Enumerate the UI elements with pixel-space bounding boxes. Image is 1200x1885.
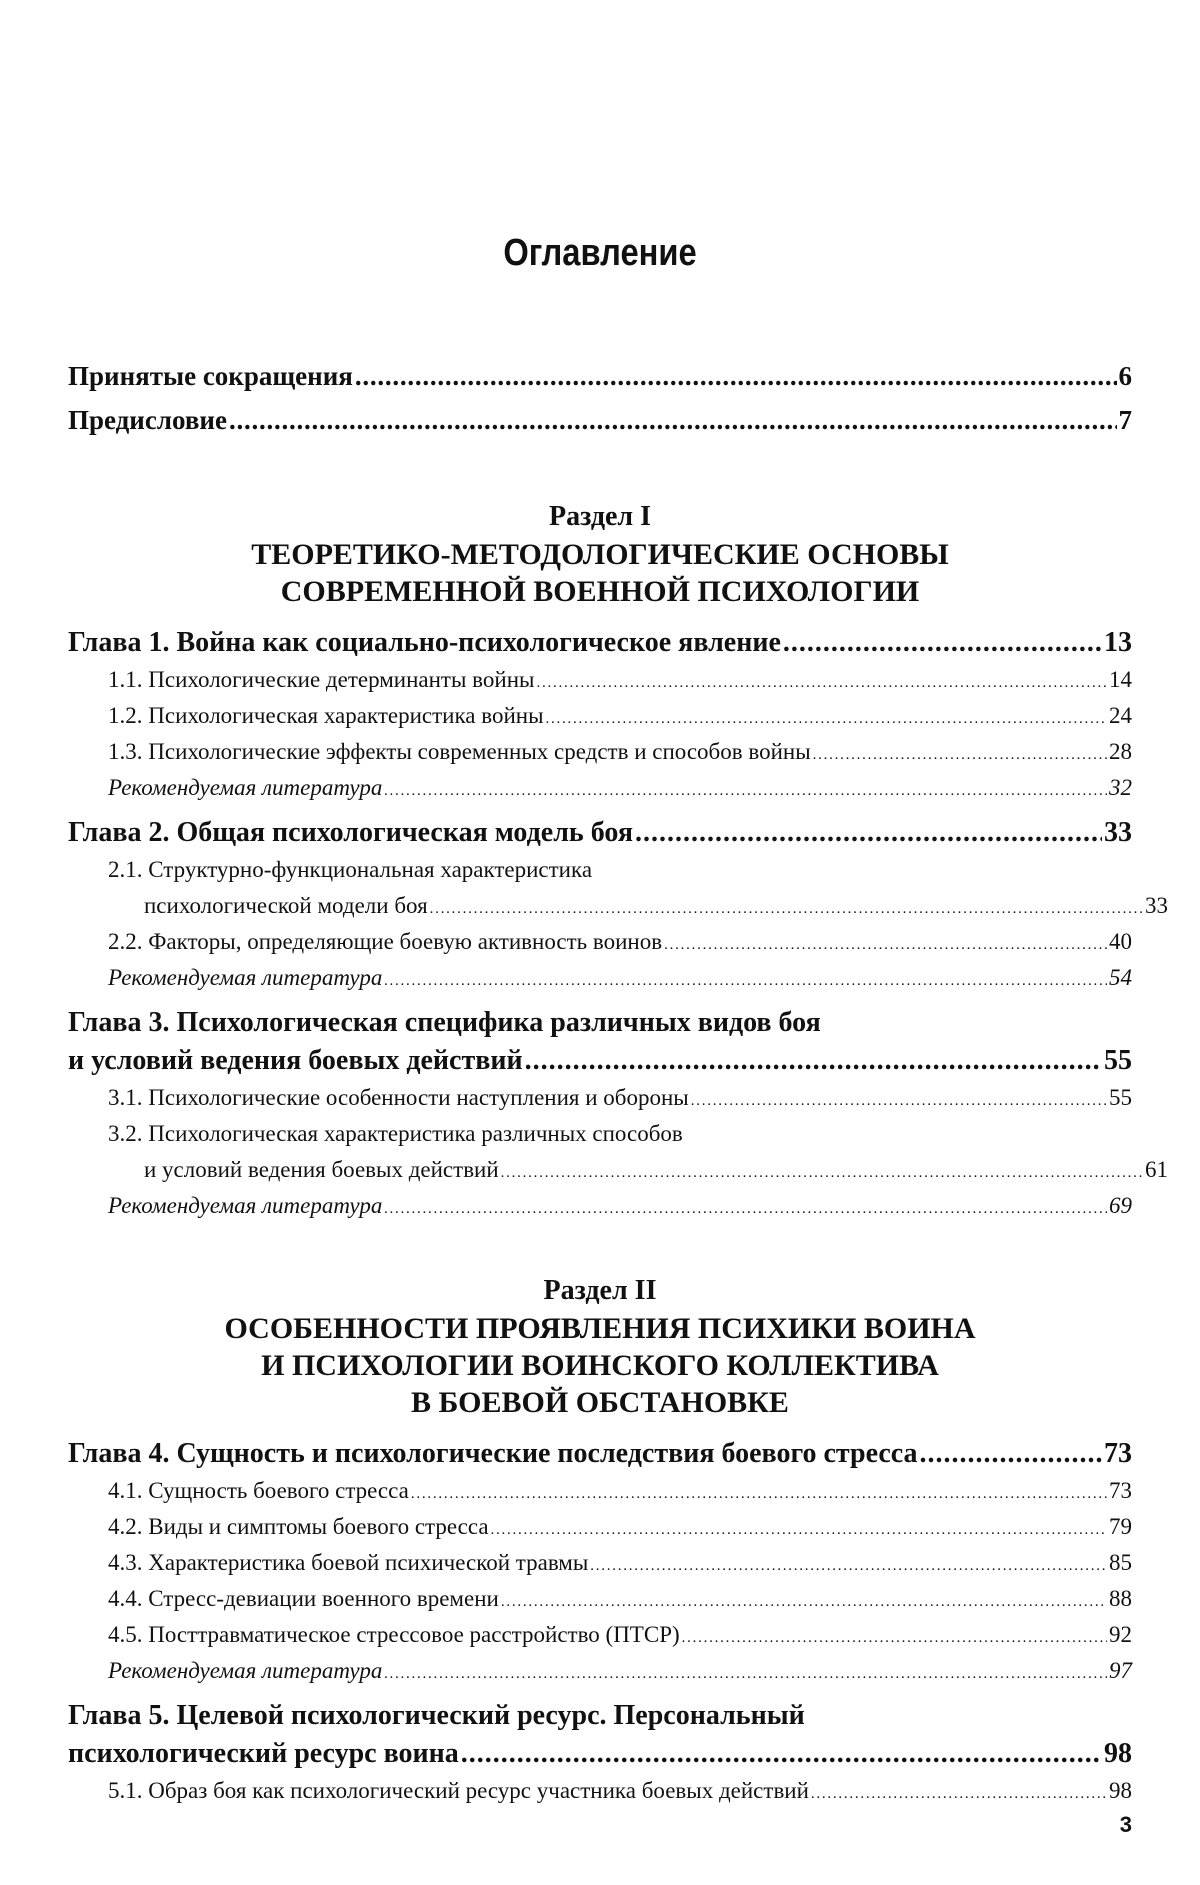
toc-entry-subsection[interactable] <box>108 1773 1132 1809</box>
subsection-list <box>68 852 1168 996</box>
toc-entry-label: Рекомендуемая литература <box>108 965 383 990</box>
toc-entry-page: 61 <box>1145 1157 1168 1182</box>
toc-entry-page: 24 <box>1109 703 1132 728</box>
section-title-line: ОСОБЕННОСТИ ПРОЯВЛЕНИЯ ПСИХИКИ ВОИНА <box>224 1312 976 1345</box>
toc-entry-label: и условий ведения боевых действий <box>68 1045 523 1076</box>
toc-entry-subsection[interactable] <box>108 662 1132 698</box>
toc-entry-page: 79 <box>1109 1514 1132 1539</box>
toc-entry-page: 40 <box>1109 929 1132 954</box>
toc-entry-abbreviations[interactable] <box>68 354 1132 398</box>
toc-entry-label: психологической модели боя <box>144 893 428 918</box>
toc-entry-label: Глава 1. Война как социально-психологическое явление <box>68 627 781 658</box>
toc-entry-page: 6 <box>1118 361 1132 391</box>
toc-entry-label: 4.5. Посттравматическое стрессовое расстройство (ПТСР) <box>108 1622 680 1647</box>
section-heading <box>68 1272 1132 1421</box>
toc-entry-subsection[interactable] <box>108 1473 1132 1509</box>
leader-dots <box>501 1152 1143 1191</box>
leader-dots <box>920 1435 1102 1473</box>
toc-entry-label: 2.2. Факторы, определяющие боевую активность воинов <box>108 929 663 954</box>
toc-entry-page: 92 <box>1109 1622 1132 1647</box>
toc-entry-subsection[interactable] <box>108 1617 1132 1653</box>
toc-entry-subsection[interactable] <box>108 1509 1132 1545</box>
toc-entry-label: Предисловие <box>68 405 227 435</box>
toc-entry-chapter[interactable] <box>68 814 1132 852</box>
toc-entry-chapter[interactable] <box>68 1042 1132 1080</box>
toc-entry-subsection[interactable] <box>108 734 1132 770</box>
toc-entry-page: 55 <box>1104 1045 1132 1076</box>
page-title: Оглавление <box>503 232 697 274</box>
leader-dots <box>501 1581 1107 1620</box>
toc-entry-page: 32 <box>1109 775 1132 800</box>
page-number: 3 <box>1119 1812 1132 1837</box>
toc-entry-page: 73 <box>1109 1478 1132 1503</box>
toc-entry-page: 88 <box>1109 1586 1132 1611</box>
leader-dots <box>536 662 1107 701</box>
toc-entry-label: 5.1. Образ боя как психологический ресурс участника боевых действий <box>108 1778 809 1803</box>
toc-entry-label: 3.1. Психологические особенности наступления и обороны <box>108 1085 689 1110</box>
toc-entry-subsection[interactable] <box>108 1545 1132 1581</box>
leader-dots <box>384 960 1107 999</box>
toc-entry-label: 1.2. Психологическая характеристика войны <box>108 703 544 728</box>
toc-entry-preface[interactable] <box>68 398 1132 442</box>
toc-entry-label: Глава 4. Сущность и психологические последствия боевого стресса <box>68 1438 918 1469</box>
table-of-contents <box>68 354 1168 1809</box>
leader-dots <box>635 814 1102 852</box>
toc-entry-label: психологический ресурс воина <box>68 1738 459 1769</box>
toc-entry-label: Рекомендуемая литература <box>108 1658 383 1683</box>
toc-entry-page: 14 <box>1109 667 1132 692</box>
toc-entry-label: Глава 2. Общая психологическая модель боя <box>68 817 633 848</box>
toc-entry-label: 4.2. Виды и симптомы боевого стресса <box>108 1514 489 1539</box>
toc-entry-page: 55 <box>1109 1085 1132 1110</box>
toc-entry-first-line: Глава 3. Психологическая специфика различных видов боя <box>68 1007 821 1038</box>
leader-dots <box>783 624 1102 662</box>
toc-entry-page: 28 <box>1109 739 1132 764</box>
leader-dots <box>691 1080 1107 1119</box>
leader-dots <box>384 1188 1107 1227</box>
subsection-list <box>68 1473 1132 1689</box>
section-title-line: В БОЕВОЙ ОБСТАНОВКЕ <box>411 1386 789 1419</box>
subsection-list <box>68 1080 1168 1224</box>
toc-entry-page: 69 <box>1109 1193 1132 1218</box>
section-title-line: СОВРЕМЕННОЙ ВОЕННОЙ ПСИХОЛОГИИ <box>280 575 920 608</box>
toc-entry-chapter[interactable] <box>68 1735 1132 1773</box>
toc-entry-subsection[interactable] <box>108 698 1132 734</box>
subsection-list <box>68 662 1132 806</box>
toc-entry-page: 98 <box>1109 1778 1132 1803</box>
section-title-line: И ПСИХОЛОГИИ ВОИНСКОГО КОЛЛЕКТИВА <box>261 1349 939 1382</box>
toc-entry-label: Рекомендуемая литература <box>108 1193 383 1218</box>
toc-entry-page: 73 <box>1104 1438 1132 1469</box>
toc-entry-label: 4.1. Сущность боевого стресса <box>108 1478 409 1503</box>
toc-entry-label: Рекомендуемая литература <box>108 775 383 800</box>
toc-entry-page: 85 <box>1109 1550 1132 1575</box>
toc-entry-subsection[interactable] <box>108 888 1168 924</box>
chapter-block <box>68 1697 1132 1773</box>
subsection-list <box>68 1773 1132 1809</box>
leader-dots <box>811 1773 1107 1812</box>
leader-dots <box>229 398 1117 442</box>
section-title-line: ТЕОРЕТИКО-МЕТОДОЛОГИЧЕСКИЕ ОСНОВЫ <box>251 538 949 571</box>
toc-entry-literature[interactable] <box>108 1188 1132 1224</box>
toc-entry-page: 13 <box>1104 627 1132 658</box>
leader-dots <box>491 1509 1107 1548</box>
toc-entry-literature[interactable] <box>108 1653 1132 1689</box>
section-number: Раздел I <box>548 501 652 532</box>
toc-entry-literature[interactable] <box>108 960 1132 996</box>
chapter-block <box>68 624 1132 662</box>
toc-entry-first-line: 2.1. Структурно-функциональная характеристика <box>108 857 593 882</box>
toc-entry-label: 1.1. Психологические детерминанты войны <box>108 667 535 692</box>
toc-entry-label: 4.3. Характеристика боевой психической травмы <box>108 1550 589 1575</box>
leader-dots <box>813 734 1107 773</box>
toc-entry-page: 33 <box>1145 893 1168 918</box>
toc-entry-subsection[interactable] <box>108 924 1132 960</box>
leader-dots <box>384 1653 1107 1692</box>
leader-dots <box>461 1735 1102 1773</box>
leader-dots <box>384 770 1107 809</box>
toc-entry-page: 7 <box>1118 405 1132 435</box>
toc-entry-chapter[interactable] <box>68 624 1132 662</box>
leader-dots <box>546 698 1107 737</box>
toc-entry-label: Принятые сокращения <box>68 361 353 391</box>
chapter-block <box>68 1004 1132 1080</box>
chapter-block <box>68 814 1132 852</box>
toc-entry-label: 1.3. Психологические эффекты современных средств и способов войны <box>108 739 811 764</box>
toc-entry-subsection[interactable] <box>108 1080 1132 1116</box>
section-number: Раздел II <box>543 1275 657 1306</box>
leader-dots <box>664 924 1107 963</box>
toc-entry-page: 33 <box>1104 817 1132 848</box>
toc-entry-label: 4.4. Стресс-девиации военного времени <box>108 1586 499 1611</box>
toc-entry-subsection[interactable] <box>108 1581 1132 1617</box>
leader-dots <box>682 1617 1107 1656</box>
leader-dots <box>525 1042 1102 1080</box>
toc-entry-literature[interactable] <box>108 770 1132 806</box>
toc-entry-page: 54 <box>1109 965 1132 990</box>
leader-dots <box>411 1473 1107 1512</box>
section-heading <box>68 498 1132 610</box>
leader-dots <box>590 1545 1107 1584</box>
toc-entry-first-line: Глава 5. Целевой психологический ресурс. Персональный <box>68 1700 805 1731</box>
toc-entry-page: 97 <box>1109 1658 1132 1683</box>
chapter-block <box>68 1435 1132 1473</box>
toc-entry-label: и условий ведения боевых действий <box>144 1157 499 1182</box>
toc-entry-page: 98 <box>1104 1738 1132 1769</box>
toc-entry-subsection[interactable] <box>108 1152 1168 1188</box>
leader-dots <box>355 354 1117 398</box>
leader-dots <box>430 888 1143 927</box>
toc-entry-chapter[interactable] <box>68 1435 1132 1473</box>
toc-entry-first-line: 3.2. Психологическая характеристика различных способов <box>108 1121 683 1146</box>
